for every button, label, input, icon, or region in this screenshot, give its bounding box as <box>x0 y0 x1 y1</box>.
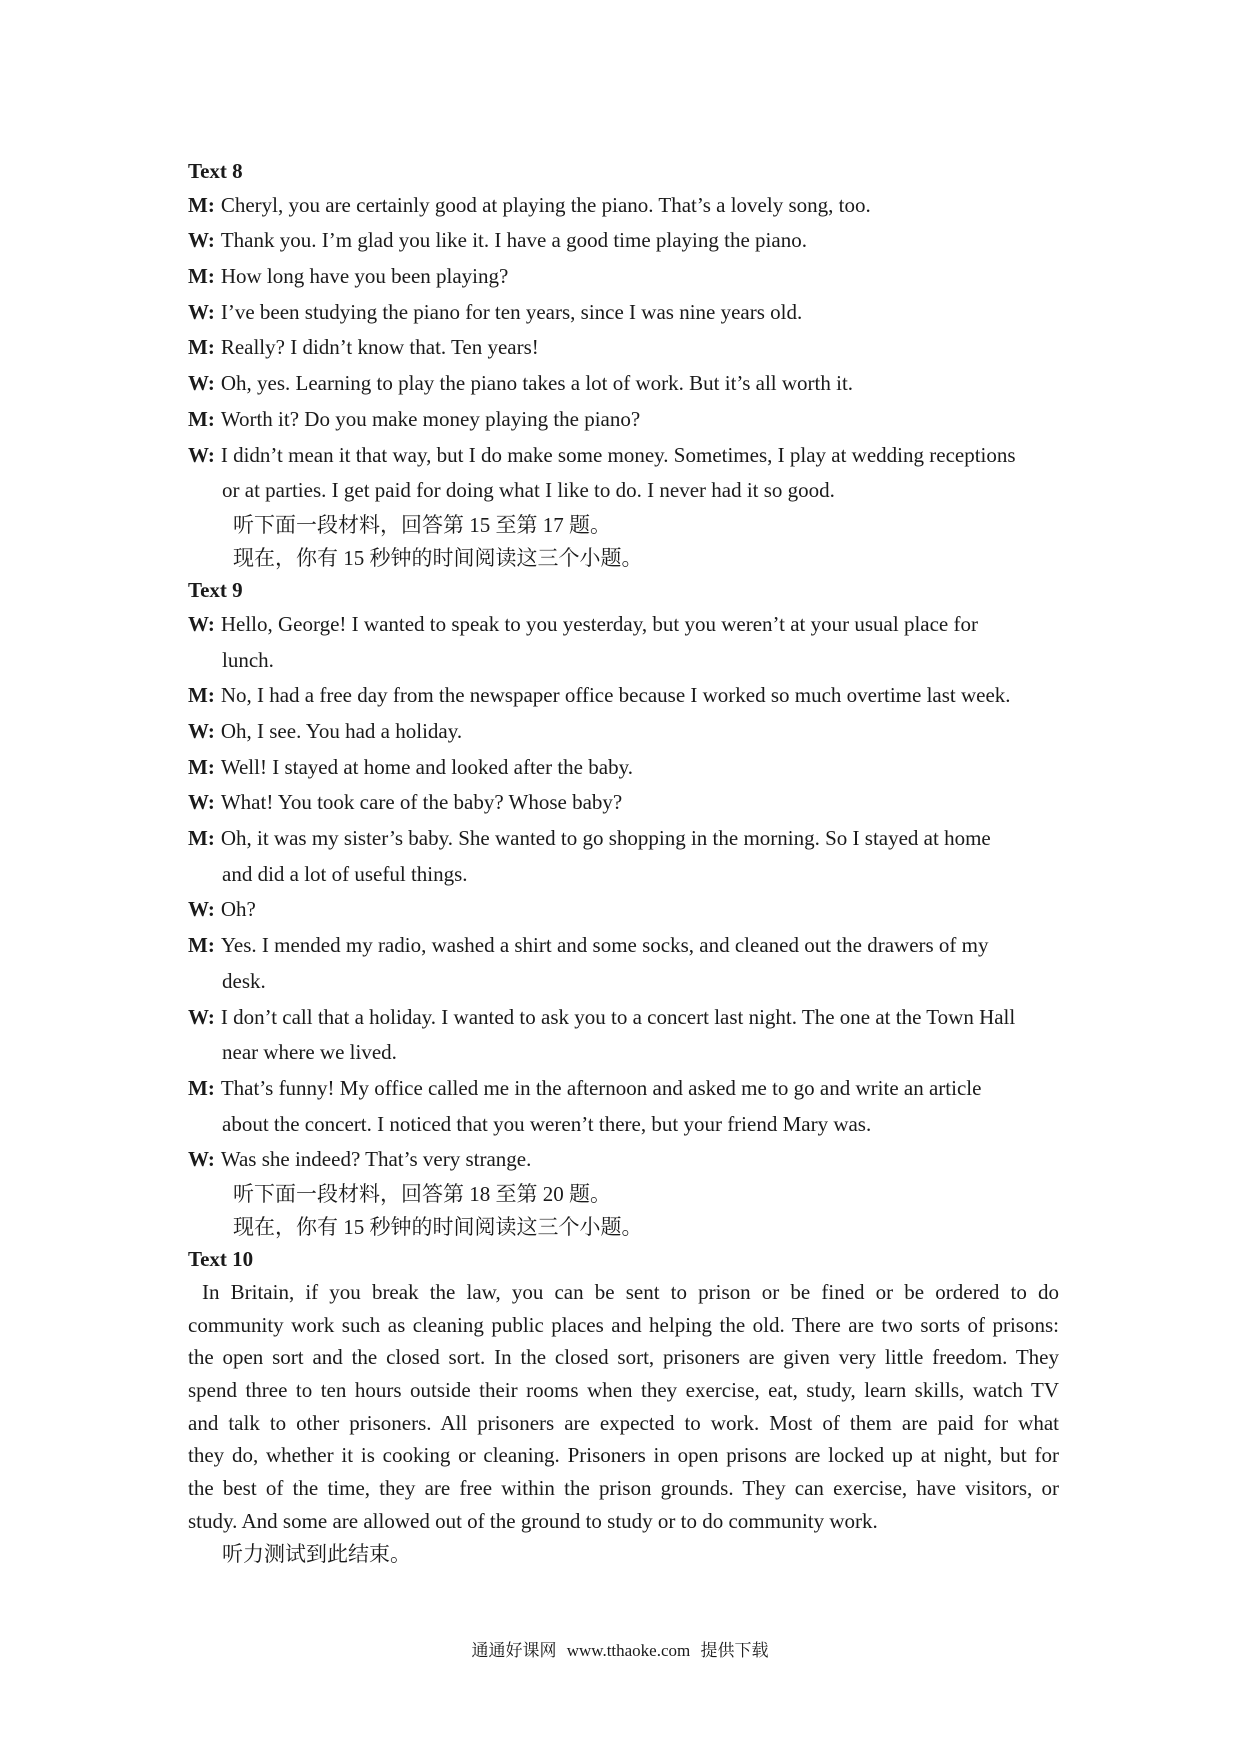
dialogue-line <box>188 402 1059 438</box>
dialogue-line <box>188 678 1059 714</box>
dialogue-continuation: desk. <box>222 968 266 993</box>
speaker-label: M: <box>188 683 215 708</box>
dialogue-text: That’s funny! My office called me in the afternoon and asked me to go and write an article <box>220 1075 982 1100</box>
speaker-label: M: <box>188 1075 215 1100</box>
dialogue-text: Cheryl, you are certainly good at playing the piano. That’s a lovely song, too. <box>220 192 871 217</box>
dialogue-text: No, I had a free day from the newspaper office because I worked so much overtime last week. <box>220 683 1011 708</box>
speaker-label: W: <box>188 228 215 253</box>
end-note: 听力测试到此结束。 <box>222 1541 411 1566</box>
speaker-label: W: <box>188 371 215 396</box>
speaker-label: M: <box>188 826 215 851</box>
speaker-label: W: <box>188 897 215 922</box>
speaker-label: W: <box>188 1004 215 1029</box>
dialogue-line <box>188 366 1059 402</box>
instruction-line: 现在，你有 15 秒钟的时间阅读这三个小题。 <box>233 545 643 570</box>
dialogue-continuation: about the concert. I noticed that you weren’t there, but your friend Mary was. <box>222 1111 872 1136</box>
dialogue-line <box>188 259 1059 295</box>
dialogue-line <box>188 785 1059 821</box>
instruction-line: 听下面一段材料，回答第 18 至第 20 题。 <box>233 1181 611 1206</box>
dialogue-text: Hello, George! I wanted to speak to you yesterday, but you weren’t at your usual place for <box>220 611 978 636</box>
dialogue-continuation: lunch. <box>222 647 274 672</box>
dialogue-text: Yes. I mended my radio, washed a shirt and some socks, and cleaned out the drawers of my <box>220 933 989 958</box>
paragraph-line: In Britain, if you break the law, you can be sent to prison or be fined or be ordered to do <box>202 1280 1059 1304</box>
text10-heading: Text 10 <box>188 1247 254 1272</box>
speaker-label: M: <box>188 192 215 217</box>
paragraph-line: spend three to ten hours outside their rooms when they exercise, eat, study, learn skills, watch TV <box>188 1378 1059 1403</box>
dialogue-text: What! You took care of the baby? Whose baby? <box>220 790 623 815</box>
speaker-label: W: <box>188 719 215 743</box>
speaker-label: W: <box>188 442 215 467</box>
dialogue-line <box>188 223 1059 259</box>
dialogue-line <box>188 821 1059 857</box>
dialogue-line <box>188 892 1059 928</box>
dialogue-continuation: near where we lived. <box>222 1040 397 1065</box>
dialogue-text: I don’t call that a holiday. I wanted to ask you to a concert last night. The one at the Town Hall <box>220 1004 1016 1029</box>
speaker-label: M: <box>188 933 215 958</box>
paragraph-line: and talk to other prisoners. All prisoners are expected to work. Most of them are paid for what <box>188 1410 1059 1435</box>
instruction-line: 现在，你有 15 秒钟的时间阅读这三个小题。 <box>233 1214 643 1239</box>
text8-heading: Text 8 <box>188 159 243 183</box>
dialogue-line <box>188 295 1059 331</box>
speaker-label: M: <box>188 406 215 431</box>
speaker-label: W: <box>188 1147 215 1172</box>
paragraph-line: community work such as cleaning public places and helping the old. There are two sorts of prisons: <box>188 1312 1059 1337</box>
dialogue-line <box>188 714 1059 750</box>
speaker-label: W: <box>188 790 215 815</box>
dialogue-text: Oh, I see. You had a holiday. <box>220 719 463 743</box>
dialogue-text: I’ve been studying the piano for ten years, since I was nine years old. <box>220 299 803 324</box>
dialogue-text: Was she indeed? That’s very strange. <box>220 1147 532 1172</box>
dialogue-text: Oh, yes. Learning to play the piano takes a lot of work. But it’s all worth it. <box>220 371 854 396</box>
dialogue-text: I didn’t mean it that way, but I do make some money. Sometimes, I play at wedding receptions <box>220 442 1016 467</box>
dialogue-continuation: or at parties. I get paid for doing what I like to do. I never had it so good. <box>222 478 835 503</box>
text9-heading: Text 9 <box>188 578 243 603</box>
dialogue-line <box>188 438 1059 474</box>
dialogue-text: Oh? <box>220 897 256 922</box>
speaker-label: M: <box>188 754 215 779</box>
dialogue-text: Well! I stayed at home and looked after the baby. <box>220 754 633 779</box>
speaker-label: M: <box>188 264 215 289</box>
dialogue-text: Thank you. I’m glad you like it. I have a good time playing the piano. <box>220 228 807 253</box>
paragraph-line: they do, whether it is cooking or cleaning. Prisoners in open prisons are locked up at night, but for <box>188 1443 1059 1468</box>
paragraph-line: the open sort and the closed sort. In the closed sort, prisoners are given very little freedom. They <box>188 1345 1059 1370</box>
footer-text: 通通好课网 www.tthaoke.com 提供下载 <box>471 1641 769 1660</box>
dialogue-line <box>188 188 1059 224</box>
paragraph-line: the best of the time, they are free within the prison grounds. They can exercise, have visitors, or <box>188 1476 1059 1501</box>
dialogue-continuation: and did a lot of useful things. <box>222 861 468 886</box>
speaker-label: W: <box>188 611 215 636</box>
paragraph-line: study. And some are allowed out of the ground to study or to do community work. <box>188 1508 878 1533</box>
dialogue-line <box>188 330 1059 366</box>
dialogue-line <box>188 607 1059 643</box>
dialogue-text: How long have you been playing? <box>220 264 509 289</box>
instruction-line: 听下面一段材料，回答第 15 至第 17 题。 <box>233 512 611 537</box>
document-body <box>188 155 1059 1570</box>
dialogue-text: Really? I didn’t know that. Ten years! <box>220 335 539 360</box>
dialogue-text: Worth it? Do you make money playing the piano? <box>220 406 641 431</box>
dialogue-line <box>188 1000 1059 1036</box>
dialogue-text: Oh, it was my sister’s baby. She wanted to go shopping in the morning. So I stayed at home <box>220 826 991 851</box>
dialogue-line <box>188 928 1059 964</box>
speaker-label: W: <box>188 299 215 324</box>
dialogue-line <box>188 1071 1059 1107</box>
dialogue-line <box>188 750 1059 786</box>
speaker-label: M: <box>188 335 215 360</box>
dialogue-line <box>188 1142 1059 1178</box>
